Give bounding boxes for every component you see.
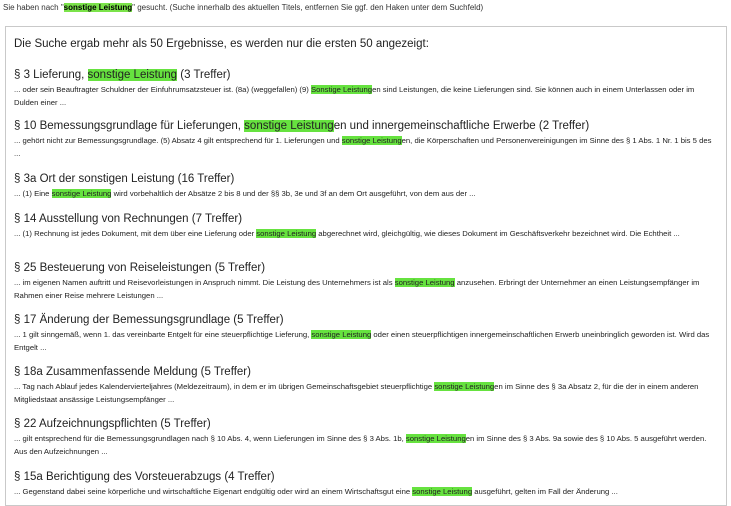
result-snippet bbox=[14, 329, 714, 354]
highlighted-match: sonstige Leistung bbox=[394, 278, 455, 287]
result-title-link[interactable] bbox=[14, 365, 714, 379]
highlighted-match: sonstige Leistung bbox=[434, 382, 495, 391]
text-segment: en im Sinne des § 3a Absatz 2, für die der in einem anderen Mitgliedstaat ansässige Leistungsempfänger ... bbox=[14, 382, 699, 404]
highlighted-match: sonstige Leistung bbox=[87, 69, 178, 81]
result-snippet bbox=[14, 84, 714, 109]
search-result bbox=[14, 119, 714, 160]
search-info-line bbox=[3, 3, 483, 12]
search-result bbox=[14, 212, 714, 241]
text-segment: wird vorbehaltlich der Absätze 2 bis 8 und der §§ 3b, 3e und 3f an dem Ort ausgeführt, von dem aus der ... bbox=[111, 189, 476, 198]
text-segment: ausgeführt, gelten im Fall der Änderung ... bbox=[472, 487, 618, 496]
text-segment: en und innergemeinschaftliche Erwerbe (2 Treffer) bbox=[333, 120, 590, 132]
text-segment: § 25 Besteuerung von Reiseleistungen (5 Treffer) bbox=[14, 262, 266, 274]
highlighted-match: sonstige Leistung bbox=[256, 229, 317, 238]
result-snippet bbox=[14, 228, 714, 241]
result-snippet bbox=[14, 486, 714, 499]
highlighted-match: sonstige Leistung bbox=[341, 136, 402, 145]
text-segment: ... Gegenstand dabei seine körperliche und wirtschaftliche Eigenart endgültig oder wird an einem Wirtschaftsgut eine bbox=[14, 487, 413, 496]
text-segment: ... (1) Eine bbox=[14, 189, 52, 198]
text-segment: oder einen steuerpflichtigen innergemeinschaftlichen Erwerb uneinbringlich geworden ist. Wird das Entgelt ... bbox=[14, 330, 710, 352]
text-segment: ... gehört nicht zur Bemessungsgrundlage. (5) Absatz 4 gilt entsprechend für 1. Lieferungen und bbox=[14, 136, 342, 145]
text-segment: abgerechnet wird, gleichgültig, wie dieses Dokument im Geschäftsverkehr bezeichnet wird. Die Echtheit ... bbox=[316, 229, 680, 238]
result-snippet bbox=[14, 188, 714, 201]
search-term: sonstige Leistung bbox=[63, 3, 133, 12]
text-segment: ... im eigenen Namen auftritt und Reisevorleistungen in Anspruch nimmt. Die Leistung des Unternehmers ist als bbox=[14, 278, 395, 287]
result-title-link[interactable] bbox=[14, 417, 714, 431]
text-segment: § 14 Ausstellung von Rechnungen (7 Treffer) bbox=[14, 213, 243, 225]
result-snippet bbox=[14, 433, 714, 458]
search-result bbox=[14, 313, 714, 354]
result-title-link[interactable] bbox=[14, 470, 714, 484]
result-title-link[interactable] bbox=[14, 212, 714, 226]
result-snippet bbox=[14, 381, 714, 406]
text-segment: § 10 Bemessungsgrundlage für Lieferungen, bbox=[14, 120, 245, 132]
text-segment: § 15a Berichtigung des Vorsteuerabzugs (4 Treffer) bbox=[14, 471, 275, 483]
text-segment: ... Tag nach Ablauf jedes Kalendervierteljahres (Meldezeitraum), in dem er im übrigen Gemeinschaftsgebiet steuerpflichtige bbox=[14, 382, 435, 391]
search-info-suffix: " gesucht. (Suche innerhalb des aktuellen Titels, entfernen Sie ggf. den Haken unter dem Suchfeld) bbox=[132, 3, 484, 12]
result-title-link[interactable] bbox=[14, 68, 714, 82]
highlighted-match: Sonstige Leistung bbox=[310, 85, 373, 94]
result-title-link[interactable] bbox=[14, 172, 714, 186]
results-summary: Die Suche ergab mehr als 50 Ergebnisse, es werden nur die ersten 50 angezeigt: bbox=[14, 38, 429, 50]
text-segment: ... (1) Rechnung ist jedes Dokument, mit dem über eine Lieferung oder bbox=[14, 229, 257, 238]
text-segment: ... gilt entsprechend für die Bemessungsgrundlagen nach § 10 Abs. 4, wenn Lieferungen im Sinne des § 3 Abs. 1b, bbox=[14, 434, 406, 443]
highlighted-match: sonstige Leistung bbox=[412, 487, 473, 496]
search-result bbox=[14, 365, 714, 406]
text-segment: ... 1 gilt sinngemäß, wenn 1. das vereinbarte Entgelt für eine steuerpflichtige Lieferung, bbox=[14, 330, 312, 339]
text-segment: § 18a Zusammenfassende Meldung (5 Treffer) bbox=[14, 366, 251, 378]
text-segment: ... oder sein Beauftragter Schuldner der Einfuhrumsatzsteuer ist. (8a) (weggefallen) (9) bbox=[14, 85, 311, 94]
text-segment: § 3 Lieferung, bbox=[14, 69, 88, 81]
result-snippet bbox=[14, 277, 714, 302]
result-title-link[interactable] bbox=[14, 313, 714, 327]
search-results-panel bbox=[5, 26, 727, 506]
result-title-link[interactable] bbox=[14, 119, 714, 133]
search-result bbox=[14, 417, 714, 458]
text-segment: en im Sinne des § 3 Abs. 9a sowie des § 10 Abs. 5 ausgeführt werden. Aus den Aufzeichnungen ... bbox=[14, 434, 707, 456]
search-result bbox=[14, 68, 714, 109]
result-title-link[interactable] bbox=[14, 261, 714, 275]
search-info-prefix: Sie haben nach " bbox=[3, 3, 64, 12]
highlighted-match: sonstige Leistung bbox=[311, 330, 372, 339]
highlighted-match: sonstige Leistung bbox=[244, 120, 334, 132]
text-segment: § 17 Änderung der Bemessungsgrundlage (5 Treffer) bbox=[14, 314, 284, 326]
text-segment: en, die Körperschaften und Personenvereinigungen im Sinne des § 1 Abs. 1 Nr. 1 bis 5 des ... bbox=[14, 136, 712, 158]
search-result bbox=[14, 172, 714, 201]
text-segment: § 22 Aufzeichnungspflichten (5 Treffer) bbox=[14, 418, 211, 430]
text-segment: (3 Treffer) bbox=[177, 69, 231, 81]
highlighted-match: sonstige Leistung bbox=[51, 189, 112, 198]
search-result bbox=[14, 261, 714, 302]
result-snippet bbox=[14, 135, 714, 160]
search-result bbox=[14, 470, 714, 499]
text-segment: anzusehen. Erbringt der Unternehmer an einen Leistungsempfänger im Rahmen einer Reise mehrere Leistungen ... bbox=[14, 278, 700, 300]
text-segment: en sind Leistungen, die keine Lieferungen sind. Sie können auch in einem Unterlassen oder im Dulden einer ... bbox=[14, 85, 695, 107]
highlighted-match: sonstige Leistung bbox=[405, 434, 466, 443]
text-segment: § 3a Ort der sonstigen Leistung (16 Treffer) bbox=[14, 173, 235, 185]
